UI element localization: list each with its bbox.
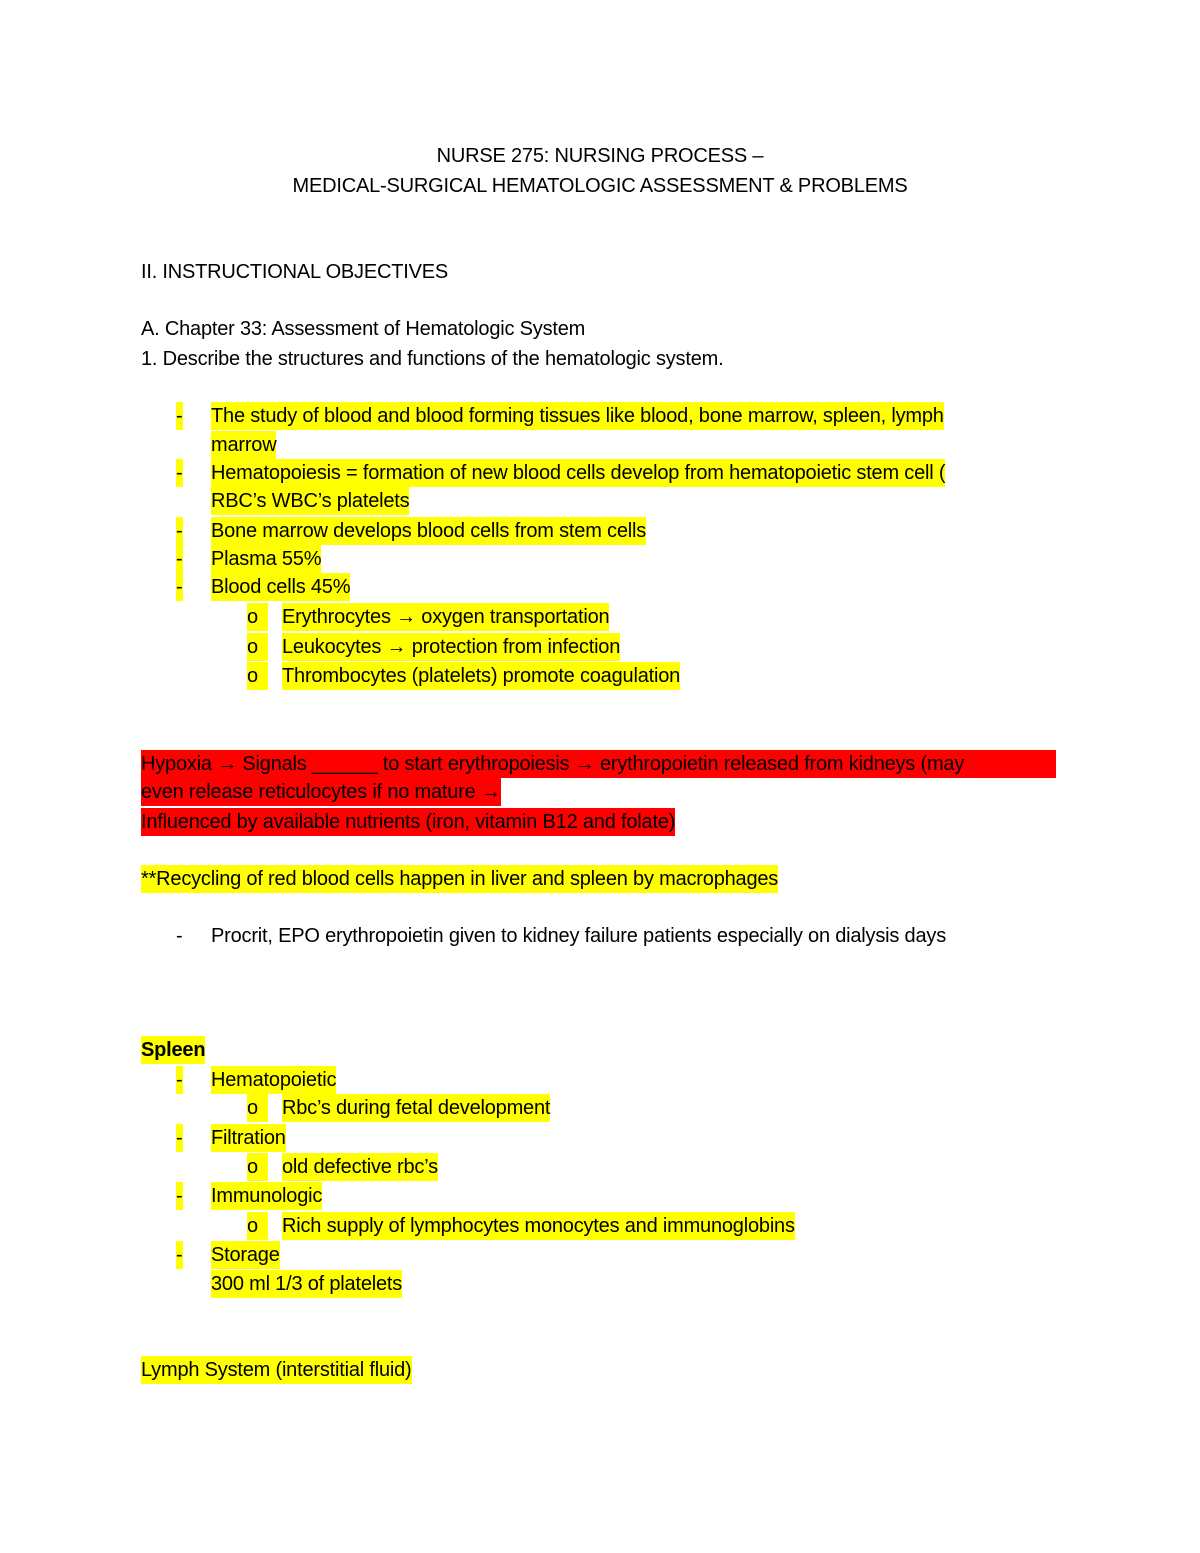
spleen-item-sub: 300 ml 1/3 of platelets <box>211 1270 402 1298</box>
arrow-icon: → <box>480 781 501 803</box>
list-item-study-cont: marrow <box>211 431 276 459</box>
list-item-plasma: Plasma 55% <box>211 545 321 573</box>
lymph-heading: Lymph System (interstitial fluid) <box>141 1356 412 1384</box>
doc-title-line-1: NURSE 275: NURSING PROCESS – <box>436 145 764 167</box>
list-dash: - <box>176 1241 183 1269</box>
list-item-study: The study of blood and blood forming tissues like blood, bone marrow, spleen, lymph <box>211 402 944 430</box>
list-dash: - <box>176 459 183 487</box>
objective-text: 1. Describe the structures and functions of the hematologic system. <box>141 348 724 370</box>
list-dash: - <box>176 925 183 947</box>
arrow-icon: → <box>396 606 416 628</box>
list-bullet: o <box>247 603 268 631</box>
list-bullet: o <box>247 1153 268 1181</box>
sublist-item-erythrocytes: Erythrocytes → oxygen transportation <box>282 603 609 631</box>
list-dash: - <box>176 402 183 430</box>
list-dash: - <box>176 573 183 601</box>
list-dash: - <box>176 1182 183 1210</box>
section-heading: II. INSTRUCTIONAL OBJECTIVES <box>141 261 449 283</box>
sublist-item-leukocytes: Leukocytes → protection from infection <box>282 633 620 661</box>
arrow-icon: → <box>217 753 238 775</box>
spleen-item-sub: old defective rbc’s <box>282 1153 438 1181</box>
spleen-heading: Spleen <box>141 1036 205 1064</box>
list-dash: - <box>176 1066 183 1094</box>
list-bullet: o <box>247 633 268 661</box>
doc-title-line-2: MEDICAL-SURGICAL HEMATOLOGIC ASSESSMENT & PROBLEMS <box>292 175 908 197</box>
hypoxia-line-1: Hypoxia → Signals ______ to start erythropoiesis → erythropoietin released from kidneys (may <box>141 750 1056 778</box>
spleen-item-label: Storage <box>211 1241 280 1269</box>
spleen-item-label: Hematopoietic <box>211 1066 336 1094</box>
hypoxia-line-3: Influenced by available nutrients (iron, vitamin B12 and folate) <box>141 808 675 836</box>
list-item-blood-cells: Blood cells 45% <box>211 573 350 601</box>
procrit-note: Procrit, EPO erythropoietin given to kidney failure patients especially on dialysis days <box>211 925 946 947</box>
list-item-bone-marrow: Bone marrow develops blood cells from stem cells <box>211 517 646 545</box>
list-item-hematopoiesis-cont: RBC’s WBC’s platelets <box>211 487 409 515</box>
list-item-hematopoiesis: Hematopoiesis = formation of new blood cells develop from hematopoietic stem cell ( <box>211 459 945 487</box>
chapter-heading: A. Chapter 33: Assessment of Hematologic System <box>141 318 586 340</box>
list-bullet: o <box>247 662 268 690</box>
recycling-note: **Recycling of red blood cells happen in liver and spleen by macrophages <box>141 865 778 893</box>
list-dash: - <box>176 1124 183 1152</box>
arrow-icon: → <box>386 636 407 658</box>
spleen-item-label: Filtration <box>211 1124 286 1152</box>
sublist-item-thrombocytes: Thrombocytes (platelets) promote coagulation <box>282 662 680 690</box>
hypoxia-line-2: even release reticulocytes if no mature → <box>141 778 501 806</box>
list-bullet: o <box>247 1212 268 1240</box>
list-dash: - <box>176 517 183 545</box>
spleen-item-sub: Rbc’s during fetal development <box>282 1094 550 1122</box>
arrow-icon: → <box>574 753 595 775</box>
spleen-item-sub: Rich supply of lymphocytes monocytes and immunoglobins <box>282 1212 795 1240</box>
spleen-item-label: Immunologic <box>211 1182 322 1210</box>
list-dash: - <box>176 545 183 573</box>
list-bullet: o <box>247 1094 268 1122</box>
